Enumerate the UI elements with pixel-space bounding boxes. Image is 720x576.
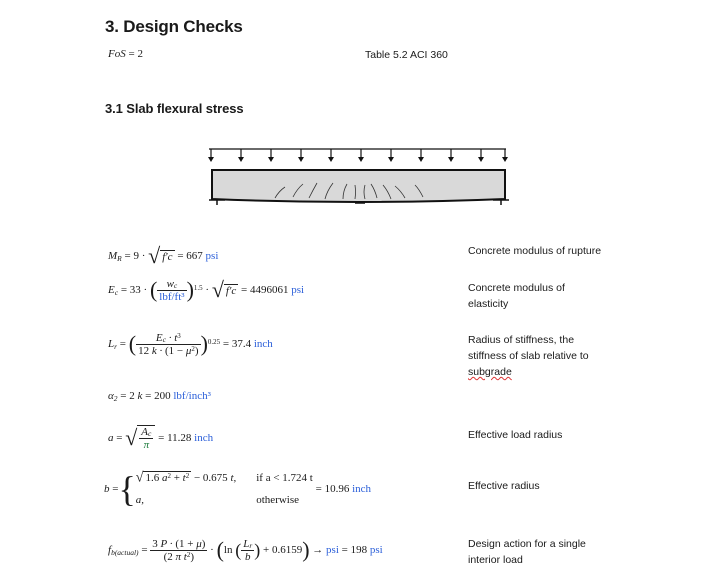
b-equation: b = { √ 1.6 $a^2 + t^2 - 0.675$ t, a, if a < 1.724 t otherwise = 10.96 inch [104, 469, 372, 510]
slab-on-grade-loading-diagram-icon [205, 143, 515, 213]
ec-description-line1: Concrete modulus of [468, 282, 565, 294]
b-case2: otherwise [256, 494, 300, 507]
a-equation: a = √ $\frac{Ac}{\pi}$ = 11.28 inch [108, 425, 214, 451]
b-result: = 10.96 [315, 483, 350, 496]
lr-description-line2: stiffness of slab relative to [468, 350, 589, 362]
fb-unit: psi [369, 544, 383, 556]
fb-description [468, 536, 586, 568]
fb-description-line2: interior load [468, 554, 523, 566]
ec-unit: psi [291, 284, 305, 296]
lr-description-line3: subgrade [468, 366, 512, 378]
lr-result: = 37.4 [222, 338, 252, 350]
ec-description-line2: elasticity [468, 298, 509, 310]
lr-equation: L r = ( $\frac{Ec \cdot t^3}{12 k \cdot (1 - \mu^2)}$ ) 0.25 = 37.4 inch [108, 331, 273, 357]
ec-equation: E c = 33 · ( $\frac{wc}{\text{lbf/ft³}}$ ) 1.5 · √ f′c = 4496061 psi [108, 277, 305, 303]
mr-equation: M R = 9 · √ f′c = 667 psi [108, 243, 219, 268]
lr-unit: inch [253, 338, 273, 350]
fb-equation: f b(actual) = $\frac{3 P \cdot (1 + \mu)}{(2 \pi t^2)}$ · ( ln ( $\frac{Lr}{b}$ ) + 0.6159 ) → psi = 198 psi [108, 537, 383, 563]
section-title: 3. Design Checks [105, 17, 243, 36]
b-description: Effective radius [468, 480, 540, 492]
alpha2-equation: α 2 = 2 k = 200 lbf/inch³ [108, 390, 211, 403]
fb-description-line1: Design action for a single [468, 538, 586, 550]
alpha2-unit: lbf/inch³ [173, 390, 211, 402]
subsection-title: 3.1 Slab flexural stress [105, 101, 244, 116]
ec-result: = 4496061 [241, 284, 289, 296]
code-reference: Table 5.2 ACI 360 [365, 49, 448, 61]
fos-value: = 2 [128, 48, 143, 60]
b-unit: inch [352, 483, 372, 496]
alpha2-result: = 200 [145, 390, 171, 402]
fos-equation [108, 48, 143, 60]
a-description: Effective load radius [468, 429, 563, 441]
fb-arrow-unit: psi [326, 544, 339, 556]
mr-unit: psi [205, 250, 219, 262]
fos-label: FoS [108, 48, 126, 60]
fb-result: = 198 [341, 544, 368, 556]
b-case1: if a < 1.724 t [256, 472, 313, 485]
a-unit: inch [194, 432, 214, 444]
a-result: = 11.28 [158, 432, 192, 444]
lr-description [468, 332, 589, 380]
ec-description [468, 280, 565, 312]
mr-result: = 667 [177, 250, 203, 262]
lr-description-line1: Radius of stiffness, the [468, 334, 575, 346]
mr-description: Concrete modulus of rupture [468, 245, 602, 257]
